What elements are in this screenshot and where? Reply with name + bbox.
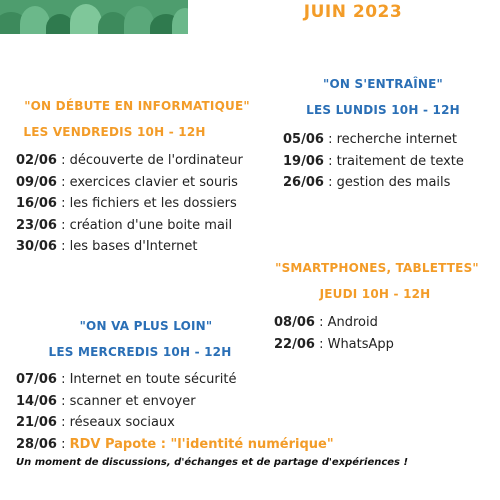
list-item: 19/06 : traitement de texte bbox=[283, 153, 464, 169]
session-topic: traitement de texte bbox=[336, 153, 464, 169]
session-date: 02/06 bbox=[16, 153, 57, 168]
section-debute-schedule: LES VENDREDIS 10H - 12H bbox=[23, 125, 206, 139]
section-loin-title: "ON VA PLUS LOIN" bbox=[79, 319, 213, 333]
session-topic: recherche internet bbox=[336, 132, 458, 147]
session-date: 09/06 bbox=[16, 174, 57, 190]
list-item: 30/06 : les bases d'Internet bbox=[16, 239, 198, 254]
list-item: 26/06 : gestion des mails bbox=[283, 175, 451, 190]
people-illustration bbox=[0, 0, 188, 34]
section-loin-schedule: LES MERCREDIS 10H - 12H bbox=[48, 345, 232, 359]
header-banner bbox=[0, 0, 500, 34]
list-item: 07/06 : Internet en toute sécurité bbox=[16, 372, 237, 387]
session-topic: scanner et envoyer bbox=[69, 393, 196, 409]
page-title: JUIN 2023 bbox=[303, 2, 403, 22]
session-topic: découverte de l'ordinateur bbox=[69, 153, 243, 168]
list-item: 09/06 : exercices clavier et souris bbox=[16, 174, 238, 190]
list-item: 22/06 : WhatsApp bbox=[274, 336, 394, 352]
list-item: 05/06 : recherche internet bbox=[283, 132, 458, 147]
footer-note: Un moment de discussions, d'échanges et de partage d'expériences ! bbox=[16, 457, 409, 468]
session-date: 05/06 bbox=[283, 132, 324, 147]
session-date: 30/06 bbox=[16, 239, 57, 254]
section-loin-list bbox=[16, 369, 334, 455]
session-date: 26/06 bbox=[283, 175, 324, 190]
session-topic: WhatsApp bbox=[327, 336, 394, 352]
section-entraine-title: "ON S'ENTRAÎNE" bbox=[323, 77, 443, 91]
section-smartphones-title: "SMARTPHONES, TABLETTES" bbox=[275, 261, 479, 275]
list-item: 21/06 : réseaux sociaux bbox=[16, 415, 175, 430]
session-date: 23/06 bbox=[16, 217, 57, 233]
session-topic: RDV Papote : "l'identité numérique" bbox=[69, 436, 334, 452]
section-smartphones-list bbox=[274, 312, 394, 355]
list-item: 28/06 : RDV Papote : "l'identité numérique" bbox=[16, 436, 334, 452]
section-debute-title: "ON DÉBUTE EN INFORMATIQUE" bbox=[24, 99, 250, 113]
session-date: 28/06 bbox=[16, 436, 57, 452]
session-date: 21/06 bbox=[16, 415, 57, 430]
session-date: 22/06 bbox=[274, 336, 315, 352]
section-entraine-schedule: LES LUNDIS 10H - 12H bbox=[306, 103, 460, 117]
session-date: 16/06 bbox=[16, 196, 57, 211]
section-entraine-list bbox=[283, 129, 464, 194]
session-date: 08/06 bbox=[274, 315, 315, 330]
session-topic: Android bbox=[327, 315, 378, 330]
list-item: 16/06 : les fichiers et les dossiers bbox=[16, 196, 237, 211]
list-item: 08/06 : Android bbox=[274, 315, 378, 330]
session-topic: les bases d'Internet bbox=[69, 239, 198, 254]
section-debute-list bbox=[16, 150, 243, 258]
section-smartphones-schedule: JEUDI 10H - 12H bbox=[319, 287, 431, 301]
session-topic: les fichiers et les dossiers bbox=[69, 196, 237, 211]
session-topic: exercices clavier et souris bbox=[69, 174, 238, 190]
session-date: 19/06 bbox=[283, 153, 324, 169]
list-item: 14/06 : scanner et envoyer bbox=[16, 393, 196, 409]
session-topic: création d'une boite mail bbox=[69, 217, 233, 233]
session-topic: réseaux sociaux bbox=[69, 415, 175, 430]
session-date: 14/06 bbox=[16, 393, 57, 409]
session-topic: Internet en toute sécurité bbox=[69, 372, 237, 387]
session-date: 07/06 bbox=[16, 372, 57, 387]
session-topic: gestion des mails bbox=[336, 175, 451, 190]
list-item: 02/06 : découverte de l'ordinateur bbox=[16, 153, 243, 168]
list-item: 23/06 : création d'une boite mail bbox=[16, 217, 233, 233]
